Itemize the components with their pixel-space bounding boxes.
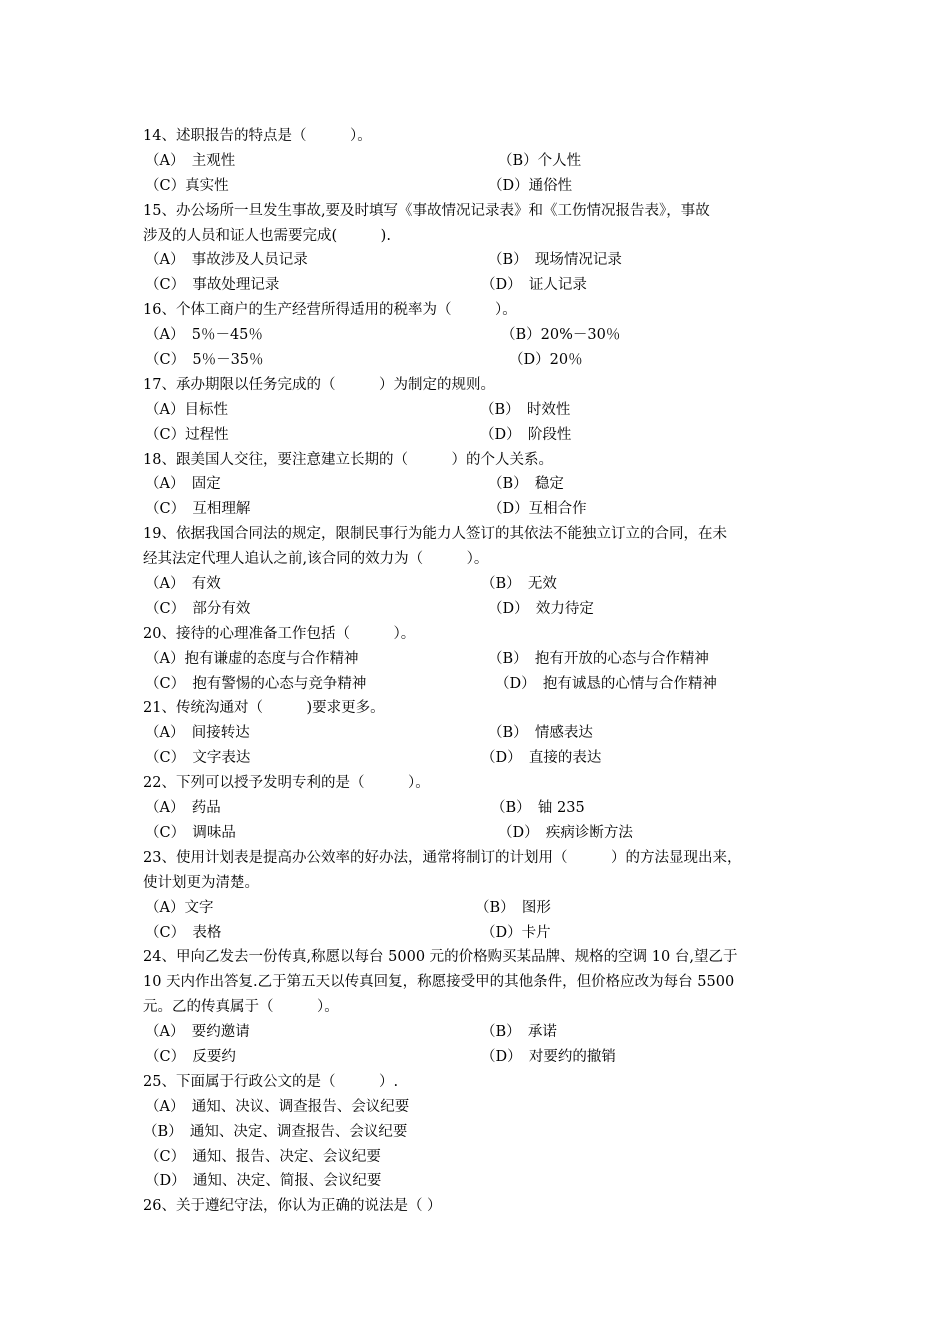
option-b: （B） 情感表达 xyxy=(488,725,593,742)
option-a: （A） 要约邀请 xyxy=(145,1024,250,1041)
question-21: 21、传统沟通对（ )要求更多。 xyxy=(143,700,385,717)
question-24-line-1: 24、甲向乙发去一份传真,称愿以每台 5000 元的价格购买某品牌、规格的空调 10 台,望乙于 xyxy=(143,949,738,966)
option-c: （C） 事故处理记录 xyxy=(145,277,280,294)
option-row xyxy=(143,497,833,522)
option-row xyxy=(143,921,833,946)
option-b: （B） 无效 xyxy=(481,576,557,593)
option-b: （B） 现场情况记录 xyxy=(488,252,622,269)
option-d: （D）卡片 xyxy=(481,924,551,941)
option-b: （B） 承诺 xyxy=(481,1024,557,1041)
option-a: （A）文字 xyxy=(145,899,214,916)
question-20: 20、接待的心理准备工作包括（ ）。 xyxy=(143,625,416,642)
option-row xyxy=(143,472,833,497)
question-16: 16、个体工商户的生产经营所得适用的税率为（ ）。 xyxy=(143,302,517,319)
option-a: （A） 事故涉及人员记录 xyxy=(145,252,308,269)
option-d: （D） 疾病诊断方法 xyxy=(498,824,633,841)
question-23-line-2: 使计划更为清楚。 xyxy=(143,874,259,891)
option-d: （D） 直接的表达 xyxy=(481,750,602,767)
option-row xyxy=(143,149,833,174)
option-row xyxy=(143,323,833,348)
option-c: （C） 文字表达 xyxy=(145,750,251,767)
option-a: （A） 固定 xyxy=(145,476,221,493)
question-19-line-2: 经其法定代理人追认之前,该合同的效力为（ ）。 xyxy=(143,551,489,568)
option-c: （C）过程性 xyxy=(145,426,229,443)
question-15-line-2: 涉及的人员和证人也需要完成( ). xyxy=(143,227,391,244)
option-c: （C） 部分有效 xyxy=(145,600,251,617)
option-b: （B） 时效性 xyxy=(480,401,571,418)
option-row xyxy=(143,248,833,273)
option-b: （B） 图形 xyxy=(475,899,551,916)
option-a: （A）抱有谦虚的态度与合作精神 xyxy=(145,650,359,667)
option-row xyxy=(143,721,833,746)
option-c: （C） 调味品 xyxy=(145,824,236,841)
option-d: （D） 抱有诚恳的心情与合作精神 xyxy=(495,675,717,692)
question-list xyxy=(143,124,833,1219)
option-row xyxy=(143,398,833,423)
option-c: （C） 5％－35％ xyxy=(145,352,264,369)
option-a: （A） 间接转达 xyxy=(145,725,250,742)
option-d: （D）20％ xyxy=(509,352,583,369)
option-b: （B） 稳定 xyxy=(488,476,564,493)
option-c: （C） 表格 xyxy=(145,924,222,941)
option-c: （C） 抱有警惕的心态与竞争精神 xyxy=(145,675,367,692)
option-a: （A） 5％－45％ xyxy=(145,327,263,344)
option-row xyxy=(143,821,833,846)
option-d: （D） 证人记录 xyxy=(481,277,587,294)
question-24-line-3: 元。乙的传真属于（ ）。 xyxy=(143,999,339,1016)
option-row xyxy=(143,746,833,771)
option-d: （D）通俗性 xyxy=(488,177,573,194)
option-d: （D） 效力待定 xyxy=(488,600,594,617)
question-14: 14、述职报告的特点是（ ）。 xyxy=(143,128,372,144)
question-26: 26、关于遵纪守法，你认为正确的说法是（ ） xyxy=(143,1198,442,1215)
option-a: （A） 主观性 xyxy=(145,152,236,169)
question-18: 18、跟美国人交往，要注意建立长期的（ ）的个人关系。 xyxy=(143,451,553,468)
option-c: （C）真实性 xyxy=(145,177,229,194)
option-a: （A） 通知、决议、调查报告、会议纪要 xyxy=(145,1098,410,1115)
option-c: （C） 互相理解 xyxy=(145,501,251,518)
option-d: （D） 通知、决定、简报、会议纪要 xyxy=(145,1173,382,1190)
option-row xyxy=(143,1045,833,1070)
question-22: 22、下列可以授予发明专利的是（ ）。 xyxy=(143,775,430,792)
option-row xyxy=(143,672,833,697)
option-row xyxy=(143,423,833,448)
question-15-line-1: 15、办公场所一旦发生事故,要及时填写《事故情况记录表》和《工伤情况报告表》，事故 xyxy=(143,202,710,219)
option-row xyxy=(143,1020,833,1045)
question-17: 17、承办期限以任务完成的（ ）为制定的规则。 xyxy=(143,376,495,393)
question-24-line-2: 10 天内作出答复.乙于第五天以传真回复，称愿接受甲的其他条件，但价格应改为每台 5500 xyxy=(143,974,735,991)
option-row xyxy=(143,796,833,821)
option-row xyxy=(143,348,833,373)
option-d: （D）互相合作 xyxy=(488,501,587,518)
option-row xyxy=(143,572,833,597)
option-d: （D） 对要约的撤销 xyxy=(481,1048,616,1065)
option-a: （A） 有效 xyxy=(145,576,221,593)
option-b: （B） 铀 235 xyxy=(491,800,585,817)
question-19-line-1: 19、依据我国合同法的规定，限制民事行为能力人签订的其依法不能独立订立的合同，在未 xyxy=(143,526,727,543)
option-a: （A）目标性 xyxy=(145,401,228,418)
option-b: （B）个人性 xyxy=(498,152,582,169)
question-25: 25、下面属于行政公文的是（ ）. xyxy=(143,1073,399,1090)
option-b: （B） 通知、决定、调查报告、会议纪要 xyxy=(143,1123,408,1140)
option-row xyxy=(143,896,833,921)
option-row xyxy=(143,174,833,199)
option-row xyxy=(143,273,833,298)
option-row xyxy=(143,597,833,622)
option-c: （C） 反要约 xyxy=(145,1048,236,1065)
option-b: （B） 抱有开放的心态与合作精神 xyxy=(488,650,709,667)
option-a: （A） 药品 xyxy=(145,800,221,817)
question-23-line-1: 23、使用计划表是提高办公效率的好办法，通常将制订的计划用（ ）的方法显现出来， xyxy=(143,849,742,866)
option-row xyxy=(143,647,833,672)
option-d: （D） 阶段性 xyxy=(480,426,572,443)
option-c: （C） 通知、报告、决定、会议纪要 xyxy=(145,1148,381,1165)
option-b: （B）20%－30％ xyxy=(501,327,621,344)
